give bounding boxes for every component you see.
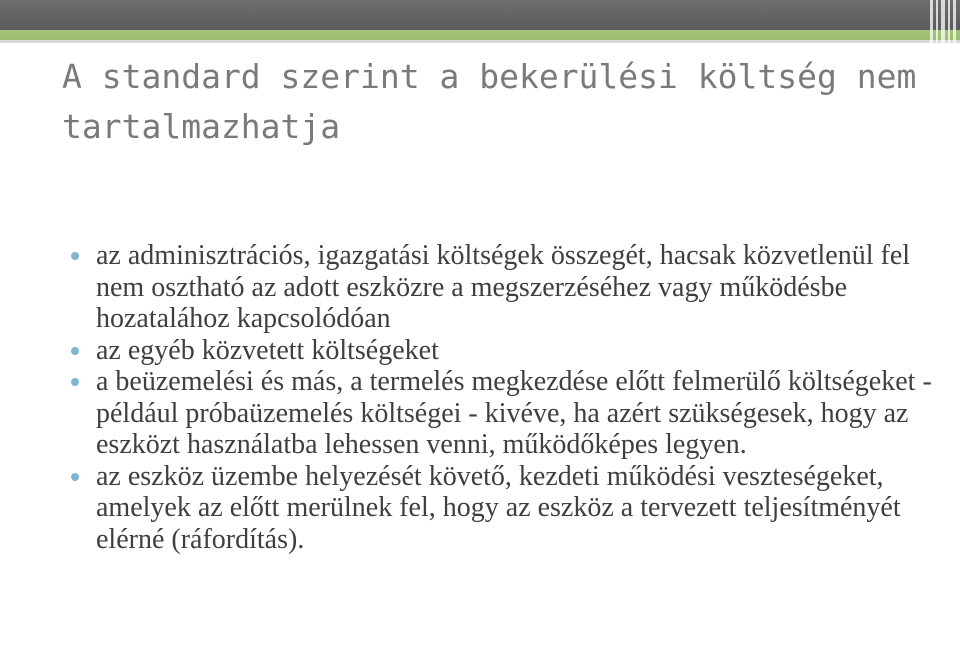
bullet-list (68, 240, 938, 555)
bullet-icon (71, 347, 79, 355)
corner-stripes-decoration (928, 0, 960, 45)
list-item (68, 366, 938, 461)
header-divider (0, 40, 960, 43)
list-item (68, 335, 938, 367)
list-item-text: a beüzemelési és más, a termelés megkezdése előtt felmerülő költségeket - például próbaüzemelés költségei - kivéve, ha azért szükségesek, hogy az eszközt használatba lehessen venni, működőképes legyen. (96, 366, 932, 460)
list-item-text: az eszköz üzembe helyezését követő, kezdeti működési veszteségeket, amelyek az előtt merülnek fel, hogy az eszköz a tervezett teljesítményét elérné (ráfordítás). (96, 460, 901, 555)
list-item-text: az adminisztrációs, igazgatási költségek összegét, hacsak közvetlenül fel nem osztható az adott eszközre a megszerzéséhez vagy működésbe hozatalához kapcsolódóan (96, 240, 911, 334)
list-item-text: az egyéb közvetett költségeket (96, 334, 439, 366)
list-item (68, 240, 938, 335)
bullet-icon (71, 473, 79, 481)
list-item (68, 461, 938, 556)
header-accent-bar (0, 30, 960, 40)
bullet-icon (71, 252, 79, 260)
header-bar (0, 0, 960, 30)
slide-title: A standard szerint a bekerülési költség nem tartalmazhatja (62, 57, 917, 146)
bullet-icon (71, 378, 79, 386)
